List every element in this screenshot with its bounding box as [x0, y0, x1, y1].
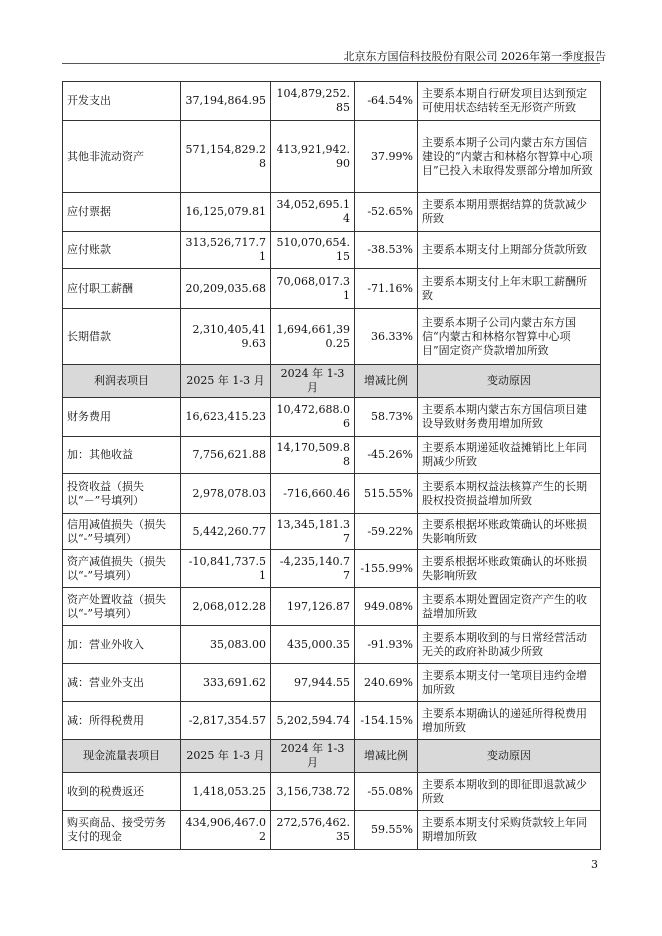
current-value: 16,623,415.23: [181, 398, 271, 437]
previous-value: 435,000.35: [271, 626, 355, 664]
previous-value: 14,170,509.88: [271, 437, 355, 474]
change-ratio: -55.08%: [355, 773, 418, 811]
current-value: -2,817,354.57: [181, 702, 271, 740]
table-row: [63, 588, 601, 626]
current-value: 571,154,829.28: [181, 121, 271, 193]
header-reason: 变动原因: [418, 365, 601, 398]
change-reason: 主要系本期收到的与日常经营活动无关的政府补助减少所致: [418, 626, 601, 664]
previous-value: 510,070,654.15: [271, 232, 355, 269]
change-reason: 主要系根据坏账政策确认的坏账损失影响所致: [418, 514, 601, 550]
item-cell: 加：营业外收入: [63, 626, 181, 664]
item-cell: 应付职工薪酬: [63, 269, 181, 309]
change-ratio: 949.08%: [355, 588, 418, 626]
current-value: -10,841,737.51: [181, 550, 271, 588]
change-ratio: -52.65%: [355, 193, 418, 232]
current-value: 333,691.62: [181, 664, 271, 702]
change-ratio: -155.99%: [355, 550, 418, 588]
item-cell: 减：所得税费用: [63, 702, 181, 740]
change-ratio: -64.54%: [355, 82, 418, 121]
change-reason: 主要系本期支付上期部分货款所致: [418, 232, 601, 269]
current-value: 313,526,717.71: [181, 232, 271, 269]
change-reason: 主要系本期子公司内蒙古东方国信建设的“内蒙古和林格尔智算中心项目”已投入未取得发票部分增加所致: [418, 121, 601, 193]
previous-value: 10,472,688.06: [271, 398, 355, 437]
change-reason: 主要系本期内蒙古东方国信项目建设导致财务费用增加所致: [418, 398, 601, 437]
previous-value: 413,921,942.90: [271, 121, 355, 193]
header-item: 现金流量表项目: [63, 740, 181, 773]
current-value: 2,978,078.03: [181, 474, 271, 514]
previous-value: 34,052,695.14: [271, 193, 355, 232]
previous-value: 97,944.55: [271, 664, 355, 702]
item-cell: 投资收益（损失以“－”号填列）: [63, 474, 181, 514]
header-change: 增减比例: [355, 740, 418, 773]
item-cell: 长期借款: [63, 309, 181, 365]
current-value: 35,083.00: [181, 626, 271, 664]
item-cell: 信用减值损失（损失以“-”号填列）: [63, 514, 181, 550]
header-previous: 2024 年 1-3 月: [271, 365, 355, 398]
header-reason: 变动原因: [418, 740, 601, 773]
change-reason: 主要系本期支付采购货款较上年同期增加所致: [418, 811, 601, 850]
change-reason: 主要系本期支付一笔项目违约金增加所致: [418, 664, 601, 702]
table-row: [63, 664, 601, 702]
item-cell: 加：其他收益: [63, 437, 181, 474]
previous-value: -716,660.46: [271, 474, 355, 514]
previous-value: 1,694,661,390.25: [271, 309, 355, 365]
change-ratio: -45.26%: [355, 437, 418, 474]
change-ratio: -154.15%: [355, 702, 418, 740]
item-cell: 收到的税费返还: [63, 773, 181, 811]
header-previous: 2024 年 1-3 月: [271, 740, 355, 773]
table-row: [63, 811, 601, 850]
current-value: 16,125,079.81: [181, 193, 271, 232]
header-current: 2025 年 1-3 月: [181, 365, 271, 398]
item-cell: 应付账款: [63, 232, 181, 269]
item-cell: 资产减值损失（损失以“-”号填列）: [63, 550, 181, 588]
change-ratio: 515.55%: [355, 474, 418, 514]
change-reason: 主要系本期递延收益摊销比上年同期减少所致: [418, 437, 601, 474]
item-cell: 减：营业外支出: [63, 664, 181, 702]
item-cell: 财务费用: [63, 398, 181, 437]
change-ratio: 59.55%: [355, 811, 418, 850]
change-ratio: -38.53%: [355, 232, 418, 269]
header-item: 利润表项目: [63, 365, 181, 398]
table-row: [63, 398, 601, 437]
table-row: [63, 626, 601, 664]
item-cell: 资产处置收益（损失以“-”号填列）: [63, 588, 181, 626]
table-row: [63, 193, 601, 232]
current-value: 5,442,260.77: [181, 514, 271, 550]
change-ratio: -71.16%: [355, 269, 418, 309]
change-ratio: 36.33%: [355, 309, 418, 365]
change-reason: 主要系本期支付上年末职工薪酬所致: [418, 269, 601, 309]
header-current: 2025 年 1-3 月: [181, 740, 271, 773]
previous-value: 197,126.87: [271, 588, 355, 626]
table-row: [63, 773, 601, 811]
page-header: 北京东方国信科技股份有限公司 2026年第一季度报告: [343, 50, 606, 63]
income-statement-header: [63, 365, 601, 398]
change-reason: 主要系本期子公司内蒙古东方国信“内蒙古和林格尔智算中心项目”固定资产贷款增加所致: [418, 309, 601, 365]
change-ratio: 240.69%: [355, 664, 418, 702]
previous-value: 3,156,738.72: [271, 773, 355, 811]
table-row: [63, 309, 601, 365]
change-reason: 主要系本期收到的即征即退款减少所致: [418, 773, 601, 811]
table-row: [63, 437, 601, 474]
table-row: [63, 82, 601, 121]
current-value: 2,068,012.28: [181, 588, 271, 626]
previous-value: 13,345,181.37: [271, 514, 355, 550]
change-reason: 主要系本期权益法核算产生的长期股权投资损益增加所致: [418, 474, 601, 514]
change-ratio: -59.22%: [355, 514, 418, 550]
header-change: 增减比例: [355, 365, 418, 398]
table-row: [63, 702, 601, 740]
current-value: 7,756,621.88: [181, 437, 271, 474]
financial-changes-table: [62, 81, 601, 850]
previous-value: -4,235,140.77: [271, 550, 355, 588]
current-value: 434,906,467.02: [181, 811, 271, 850]
item-cell: 应付票据: [63, 193, 181, 232]
previous-value: 272,576,462.35: [271, 811, 355, 850]
previous-value: 5,202,594.74: [271, 702, 355, 740]
previous-value: 70,068,017.31: [271, 269, 355, 309]
table-row: [63, 232, 601, 269]
table-row: [63, 121, 601, 193]
cash-flow-header: [63, 740, 601, 773]
page-number: 3: [591, 858, 598, 871]
table-row: [63, 269, 601, 309]
change-reason: 主要系本期处置固定资产产生的收益增加所致: [418, 588, 601, 626]
table-row: [63, 550, 601, 588]
current-value: 20,209,035.68: [181, 269, 271, 309]
previous-value: 104,879,252.85: [271, 82, 355, 121]
change-ratio: 58.73%: [355, 398, 418, 437]
header-rule: [62, 63, 600, 64]
item-cell: 其他非流动资产: [63, 121, 181, 193]
item-cell: 购买商品、接受劳务支付的现金: [63, 811, 181, 850]
change-ratio: 37.99%: [355, 121, 418, 193]
item-cell: 开发支出: [63, 82, 181, 121]
change-ratio: -91.93%: [355, 626, 418, 664]
change-reason: 主要系根据坏账政策确认的坏账损失影响所致: [418, 550, 601, 588]
current-value: 1,418,053.25: [181, 773, 271, 811]
current-value: 37,194,864.95: [181, 82, 271, 121]
change-reason: 主要系本期确认的递延所得税费用增加所致: [418, 702, 601, 740]
table-row: [63, 474, 601, 514]
change-reason: 主要系本期用票据结算的货款减少所致: [418, 193, 601, 232]
current-value: 2,310,405,419.63: [181, 309, 271, 365]
table-row: [63, 514, 601, 550]
change-reason: 主要系本期自行研发项目达到预定可使用状态结转至无形资产所致: [418, 82, 601, 121]
